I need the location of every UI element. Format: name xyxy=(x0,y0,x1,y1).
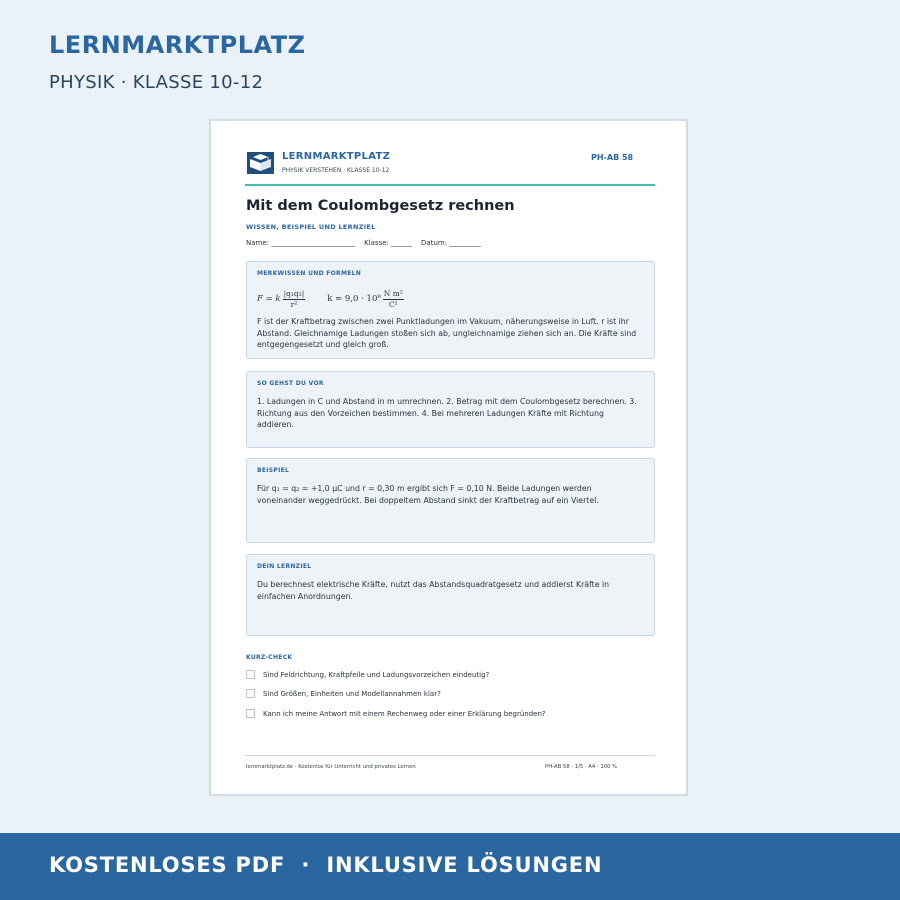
section-beispiel xyxy=(246,458,655,543)
sheet-id: PH-AB 58 xyxy=(591,153,634,162)
checkbox[interactable] xyxy=(246,709,255,718)
brand-title: LERNMARKTPLATZ xyxy=(49,31,306,59)
check-item[interactable] xyxy=(246,689,441,698)
check-item-label: Kann ich meine Antwort mit einem Rechenweg oder einer Erklärung begründen? xyxy=(263,709,546,718)
check-item[interactable] xyxy=(246,709,546,718)
formula-constant: k ≈ 9,0 · 10⁹ xyxy=(327,294,381,304)
section-so-gehst-du-vor xyxy=(246,371,655,448)
checkbox[interactable] xyxy=(246,670,255,679)
section-heading: DEIN LERNZIEL xyxy=(257,563,312,570)
worksheet-preview xyxy=(209,119,688,796)
section-text: Du berechnest elektrische Kräfte, nutzt das Abstandsquadratgesetz und addierst Kräfte in einfachen Anordnungen. xyxy=(257,580,610,601)
sheet-subtitle: WISSEN, BEISPIEL UND LERNZIEL xyxy=(246,223,376,231)
subject-subtitle: PHYSIK · KLASSE 10-12 xyxy=(49,72,264,93)
section-heading: MERKWISSEN UND FORMELN xyxy=(257,270,362,277)
section-heading: SO GEHST DU VOR xyxy=(257,380,324,387)
footer-left: lernmarktplatz.de · Kostenlos für Unterricht und privates Lernen xyxy=(246,764,416,770)
section-text: 1. Ladungen in C und Abstand in m umrechnen. 2. Betrag mit dem Coulombgesetz berechnen. 3. Richtung aus den Vorzeichen bestimmen. 4. Bei mehreren Ladungen Kräfte mit Richtung addieren. xyxy=(257,397,637,429)
banner-text: KOSTENLOSES PDF · INKLUSIVE LÖSUNGEN xyxy=(49,853,603,877)
bottom-banner xyxy=(0,833,900,900)
checkbox[interactable] xyxy=(246,689,255,698)
section-lernziel xyxy=(246,554,655,636)
sheet-title: Mit dem Coulombgesetz rechnen xyxy=(246,198,515,214)
check-item-label: Sind Feldrichtung, Kraftpfeile und Ladungsvorzeichen eindeutig? xyxy=(263,670,490,679)
check-item[interactable] xyxy=(246,670,489,679)
section-text: Für q₁ = q₂ = +1,0 μC und r = 0,30 m ergibt sich F = 0,10 N. Beide Ladungen werden voneinander weggedrückt. Bei doppeltem Abstand sinkt der Kraftbetrag auf ein Viertel. xyxy=(257,484,599,505)
book-graduation-cap-icon xyxy=(247,152,274,174)
formula-unit-numerator: N m² xyxy=(383,288,403,298)
footer-divider xyxy=(245,755,655,756)
section-text: F ist der Kraftbetrag zwischen zwei Punktladungen im Vakuum, näherungsweise in Luft. r ist ihr Abstand. Gleichnamige Ladungen stoßen sich ab, ungleichnamige ziehen sich an. Die Kräfte sind entgegengesetzt und gleich groß. xyxy=(257,317,637,349)
formula-unit xyxy=(383,289,404,310)
formula-lhs: F = k xyxy=(257,294,281,304)
formula-numerator: |q₁q₂| xyxy=(283,288,305,298)
sheet-tagline: PHYSIK VERSTEHEN · KLASSE 10-12 xyxy=(282,167,390,174)
section-merkwissen xyxy=(246,261,655,359)
check-item-label: Sind Größen, Einheiten und Modellannahmen klar? xyxy=(263,689,441,698)
kurz-check-heading: KURZ-CHECK xyxy=(246,654,293,661)
footer-right: PH-AB 58 · 1/5 · A4 · 100 % xyxy=(545,764,618,770)
section-heading: BEISPIEL xyxy=(257,467,290,474)
name-class-date-line: Name: ________________________ Klasse: ______ Datum: _________ xyxy=(246,239,481,247)
formula-fraction xyxy=(283,289,306,310)
coulomb-formula xyxy=(257,286,406,312)
sheet-brand: LERNMARKTPLATZ xyxy=(282,151,391,162)
header-divider xyxy=(245,184,655,186)
formula-unit-denominator: C² xyxy=(388,299,398,309)
formula-denominator: r² xyxy=(290,299,298,309)
